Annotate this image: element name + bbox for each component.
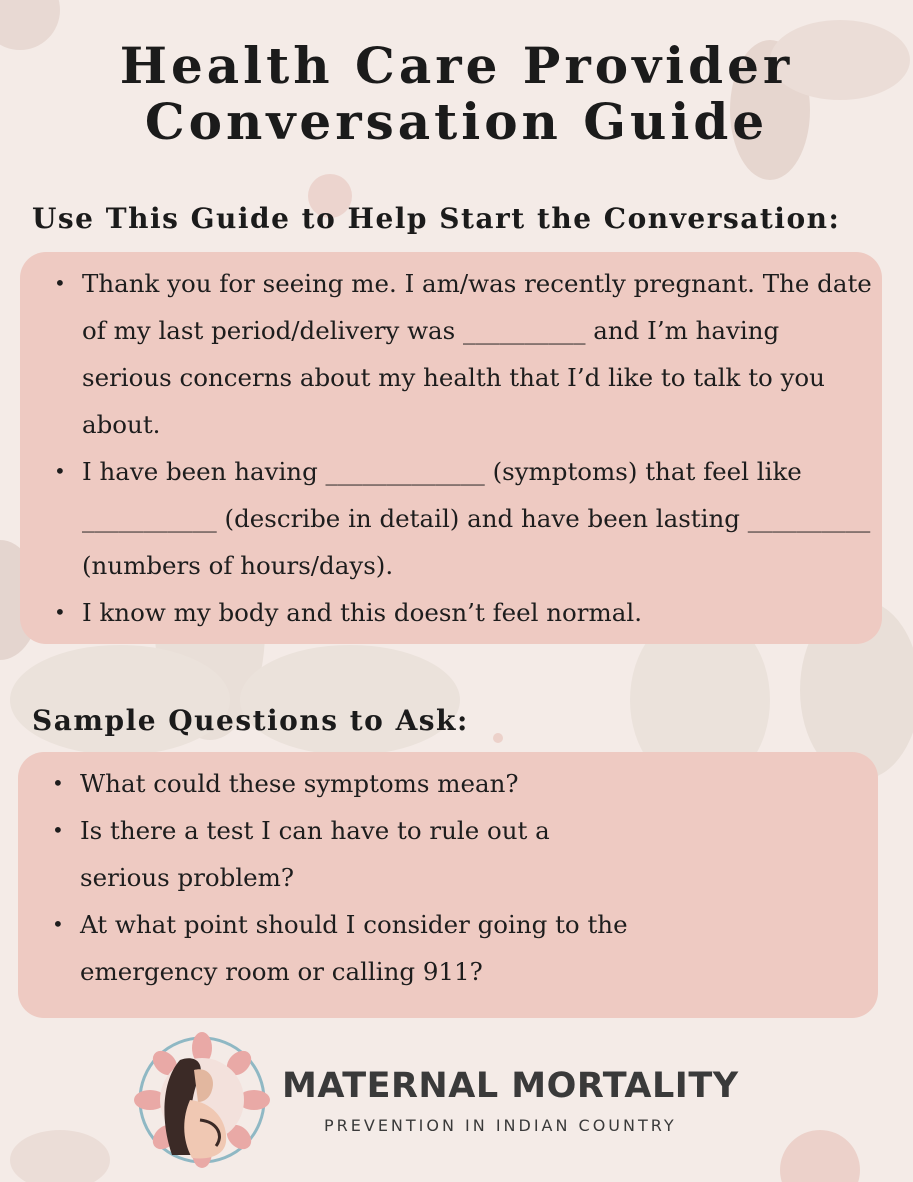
title-line-2: Conversation Guide bbox=[144, 92, 769, 151]
organization-logo bbox=[132, 1030, 772, 1170]
list-item-text: At what point should I consider going to the emergency room or calling 911? bbox=[80, 910, 628, 986]
bullet-icon: • bbox=[54, 459, 66, 483]
list-item bbox=[50, 760, 868, 807]
section-heading-conversation: Use This Guide to Help Start the Conversation: bbox=[32, 202, 841, 235]
page-title bbox=[0, 38, 913, 150]
logo-title: MATERNAL MORTALITY bbox=[282, 1066, 739, 1106]
section-heading-questions: Sample Questions to Ask: bbox=[32, 704, 469, 737]
bullet-icon: • bbox=[52, 771, 64, 795]
list-item-text: I have been having _____________ (symptoms) that feel like ___________ (describe in detail) and have been lasting __________ (numbers of hours/days). bbox=[82, 457, 871, 580]
list-item bbox=[50, 807, 868, 901]
list-item-text: What could these symptoms mean? bbox=[80, 769, 519, 798]
title-line-1: Health Care Provider bbox=[119, 36, 794, 95]
sample-questions-card bbox=[18, 752, 878, 1018]
list-item-text: Is there a test I can have to rule out a serious problem? bbox=[80, 816, 550, 892]
list-item-text: Thank you for seeing me. I am/was recently pregnant. The date of my last period/delivery was __________ and I’m having serious concerns about my health that I’d like to talk to you about. bbox=[82, 269, 872, 439]
list-item bbox=[52, 589, 872, 636]
conversation-starters-list bbox=[52, 260, 872, 636]
bullet-icon: • bbox=[52, 912, 64, 936]
mother-mandala-logo-icon bbox=[132, 1030, 272, 1170]
list-item bbox=[52, 448, 872, 589]
logo-subtitle: PREVENTION IN INDIAN COUNTRY bbox=[324, 1116, 677, 1135]
list-item bbox=[50, 901, 868, 995]
bullet-icon: • bbox=[52, 818, 64, 842]
list-item-text: I know my body and this doesn’t feel normal. bbox=[82, 598, 642, 627]
bullet-icon: • bbox=[54, 271, 66, 295]
list-item bbox=[52, 260, 872, 448]
bullet-icon: • bbox=[54, 600, 66, 624]
sample-questions-list bbox=[50, 760, 868, 995]
conversation-starters-card bbox=[20, 252, 882, 644]
